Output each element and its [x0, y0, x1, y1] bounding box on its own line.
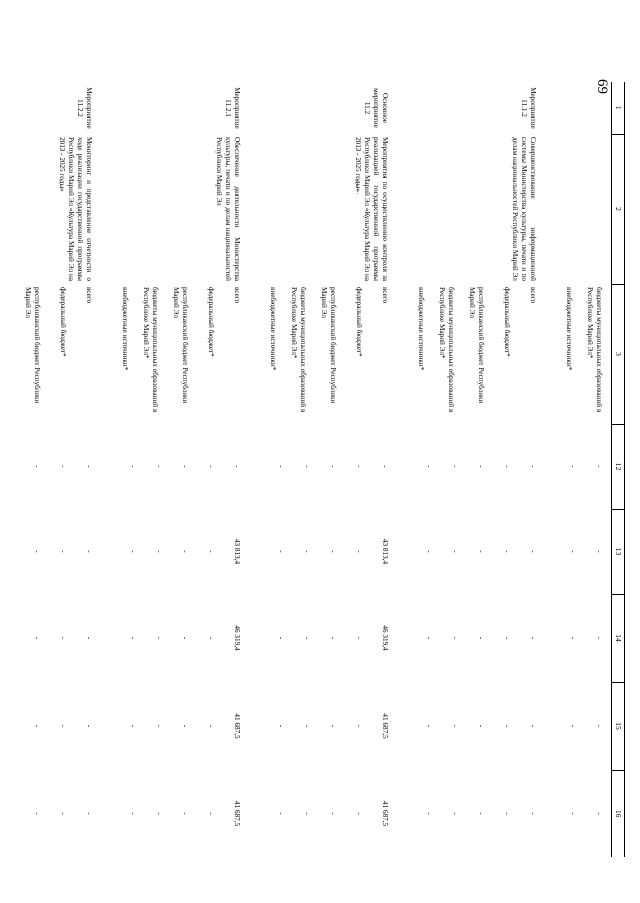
amount-cell: - [529, 724, 537, 728]
amount-cell: - [529, 465, 537, 468]
amount-cell: - [503, 465, 511, 468]
amount-cell: - [477, 812, 485, 815]
activity-title [545, 134, 612, 284]
amount-cell: - [355, 636, 363, 640]
column-header: 15 [612, 682, 625, 770]
amount-cell: - [59, 724, 67, 728]
year-values-15 [249, 682, 397, 770]
activity-title: Мероприятия по осуществлению контроля за реализацией государственной программы Республики Марий Эл «Культура Марий Эл на 2013 - 2025 годы» [354, 137, 389, 281]
amount-cell: - [59, 636, 67, 640]
funding-source: внебюджетные источники* [565, 287, 573, 371]
rotated-table-sheet [24, 82, 625, 857]
amount-cell: - [181, 465, 189, 468]
amount-cell: - [329, 812, 337, 815]
table-row [249, 82, 397, 857]
activity-code: Мероприятие 11.2.2 [76, 87, 93, 129]
amount-cell: - [59, 550, 67, 553]
year-values-16 [9, 770, 101, 857]
amount-cell: - [129, 636, 137, 640]
amount-cell: 46 319,4 [233, 625, 241, 651]
funding-source: республиканский бюджет Республики Марий Эл [172, 287, 189, 404]
amount-cell: - [85, 812, 93, 815]
funding-source: федеральный бюджет* [59, 287, 67, 357]
table-row [545, 82, 612, 857]
amount-cell: - [85, 724, 93, 728]
amount-cell: - [595, 465, 603, 468]
amount-cell: - [329, 636, 337, 640]
amount-cell: 46 319,4 [381, 625, 389, 651]
amount-cell: - [59, 812, 67, 815]
amount-cell: - [355, 465, 363, 468]
amount-cell: - [155, 550, 163, 553]
year-values-16 [545, 770, 612, 857]
amount-cell: - [303, 636, 311, 640]
amount-cell: - [503, 550, 511, 553]
amount-cell: - [355, 812, 363, 815]
funding-source: внебюджетные источники* [269, 287, 277, 371]
amount-cell: - [33, 550, 41, 553]
amount-cell: 41 687,5 [233, 800, 241, 827]
funding-source: бюджеты муниципальных образований в Республике Марий Эл* [142, 287, 159, 413]
funding-source: республиканский бюджет Республики Марий Эл [468, 287, 485, 404]
amount-cell: - [303, 465, 311, 468]
amount-cell: - [529, 812, 537, 815]
activity-code: Основное мероприятие 11.2 [363, 88, 389, 128]
table-header-row [612, 82, 625, 857]
funding-source: федеральный бюджет* [355, 287, 363, 357]
amount-cell: - [129, 812, 137, 815]
amount-cell: - [355, 550, 363, 553]
amount-cell: - [233, 465, 241, 468]
year-values-14 [249, 594, 397, 682]
column-header: 16 [612, 770, 625, 857]
funding-source: внебюджетные источники* [121, 287, 129, 371]
activity-title: Совершенствование информационной системы Министерства культуры, печати и по делам национальностей Республики Марий Эл [511, 137, 537, 281]
amount-cell: - [207, 724, 215, 728]
year-values-16 [397, 770, 545, 857]
amount-cell: - [329, 550, 337, 553]
amount-cell: - [303, 812, 311, 815]
year-values-15 [545, 682, 612, 770]
year-values-15 [397, 682, 545, 770]
year-values-14 [101, 594, 249, 682]
amount-cell: - [155, 724, 163, 728]
amount-cell: - [277, 550, 285, 553]
funding-source: внебюджетные источники* [417, 287, 425, 371]
funding-table [9, 82, 625, 857]
amount-cell: - [595, 550, 603, 553]
amount-cell: 41 687,5 [381, 800, 389, 827]
funding-source: всего [233, 287, 241, 304]
activity-title: Мониторинг и представление отчетности о ходе реализации государственной программы Республики Марий Эл «Культура Марий Эл на 2013 - 2025 годы» [58, 137, 93, 281]
amount-cell: - [425, 636, 433, 640]
activity-code [545, 82, 612, 134]
amount-cell: - [129, 724, 137, 728]
amount-cell: - [33, 724, 41, 728]
amount-cell: - [59, 465, 67, 468]
amount-cell: - [303, 550, 311, 553]
year-values-15 [101, 682, 249, 770]
amount-cell: - [451, 724, 459, 728]
amount-cell: - [451, 465, 459, 468]
amount-cell: - [277, 724, 285, 728]
table-row [101, 82, 249, 857]
amount-cell: - [181, 636, 189, 640]
year-values-12 [545, 424, 612, 509]
column-header: 12 [612, 424, 625, 509]
funding-source: республиканский бюджет Республики Марий Эл [320, 287, 337, 404]
amount-cell: - [155, 812, 163, 815]
amount-cell: - [155, 465, 163, 468]
amount-cell: - [85, 636, 93, 640]
amount-cell: - [503, 636, 511, 640]
year-values-12 [249, 424, 397, 509]
year-values-13 [101, 509, 249, 594]
funding-source: бюджеты муниципальных образований в Республике Марий Эл* [438, 287, 455, 413]
column-header: 1 [612, 82, 625, 134]
funding-source: бюджеты муниципальных образований в Республике Марий Эл* [586, 287, 603, 413]
amount-cell: - [595, 724, 603, 728]
activity-title: Обеспечение деятельности Министерства культуры, печати и по делам национальностей Республики Марий Эл [215, 137, 241, 281]
amount-cell: - [503, 812, 511, 815]
amount-cell: - [33, 636, 41, 640]
amount-cell: - [529, 636, 537, 640]
amount-cell: - [569, 812, 577, 815]
year-values-14 [397, 594, 545, 682]
funding-sources [397, 284, 545, 424]
year-values-12 [101, 424, 249, 509]
amount-cell: - [355, 724, 363, 728]
amount-cell: - [85, 465, 93, 468]
activity-code: Мероприятие 11.1.2 [520, 87, 537, 129]
amount-cell: - [277, 636, 285, 640]
amount-cell: - [33, 812, 41, 815]
year-values-13 [9, 509, 101, 594]
amount-cell: - [595, 812, 603, 815]
amount-cell: 41 687,5 [233, 713, 241, 739]
amount-cell: - [207, 812, 215, 815]
year-values-14 [9, 594, 101, 682]
column-header: 14 [612, 594, 625, 682]
amount-cell: - [85, 550, 93, 553]
funding-sources [101, 284, 249, 424]
amount-cell: - [477, 550, 485, 553]
amount-cell: - [425, 724, 433, 728]
amount-cell: - [569, 465, 577, 468]
year-values-15 [9, 682, 101, 770]
funding-source: федеральный бюджет* [207, 287, 215, 357]
amount-cell: - [529, 550, 537, 553]
amount-cell: - [569, 550, 577, 553]
amount-cell: - [277, 812, 285, 815]
year-values-13 [249, 509, 397, 594]
funding-source: федеральный бюджет* [503, 287, 511, 357]
year-values-12 [397, 424, 545, 509]
year-values-12 [9, 424, 101, 509]
amount-cell: - [33, 465, 41, 468]
amount-cell: - [207, 636, 215, 640]
amount-cell: - [425, 550, 433, 553]
amount-cell: - [569, 636, 577, 640]
funding-sources [9, 284, 101, 424]
activity-code: Мероприятие 11.2.1 [224, 87, 241, 129]
amount-cell: - [381, 465, 389, 468]
amount-cell: - [155, 636, 163, 640]
amount-cell: - [425, 465, 433, 468]
amount-cell: - [207, 465, 215, 468]
year-values-13 [545, 509, 612, 594]
amount-cell: - [595, 636, 603, 640]
table-body [9, 82, 612, 857]
funding-source: всего [381, 287, 389, 304]
amount-cell: - [329, 724, 337, 728]
table-row [397, 82, 545, 857]
amount-cell: 43 813,4 [233, 538, 241, 565]
amount-cell: - [303, 724, 311, 728]
amount-cell: - [569, 724, 577, 728]
amount-cell: - [451, 812, 459, 815]
column-header: 2 [612, 134, 625, 284]
funding-source: бюджеты муниципальных образований в Республике Марий Эл* [290, 287, 307, 413]
table-row [9, 82, 101, 857]
amount-cell: - [451, 550, 459, 553]
amount-cell: - [477, 724, 485, 728]
amount-cell: - [425, 812, 433, 815]
page-number: 69 [594, 79, 610, 94]
amount-cell: - [129, 550, 137, 553]
amount-cell: - [503, 724, 511, 728]
amount-cell: 41 687,5 [381, 713, 389, 739]
amount-cell: - [451, 636, 459, 640]
year-values-13 [397, 509, 545, 594]
amount-cell: - [181, 812, 189, 815]
amount-cell: - [477, 465, 485, 468]
amount-cell: - [129, 465, 137, 468]
amount-cell: - [207, 550, 215, 553]
year-values-16 [249, 770, 397, 857]
funding-sources [249, 284, 397, 424]
funding-source: республиканский бюджет Республики Марий Эл [24, 287, 41, 404]
funding-source: всего [529, 287, 537, 304]
amount-cell: - [277, 465, 285, 468]
amount-cell: - [181, 550, 189, 553]
amount-cell: 43 813,4 [381, 538, 389, 565]
funding-source: всего [85, 287, 93, 304]
amount-cell: - [477, 636, 485, 640]
column-header: 13 [612, 509, 625, 594]
year-values-16 [101, 770, 249, 857]
amount-cell: - [181, 724, 189, 728]
amount-cell: - [329, 465, 337, 468]
funding-sources [545, 284, 612, 424]
year-values-14 [545, 594, 612, 682]
column-header: 3 [612, 284, 625, 424]
